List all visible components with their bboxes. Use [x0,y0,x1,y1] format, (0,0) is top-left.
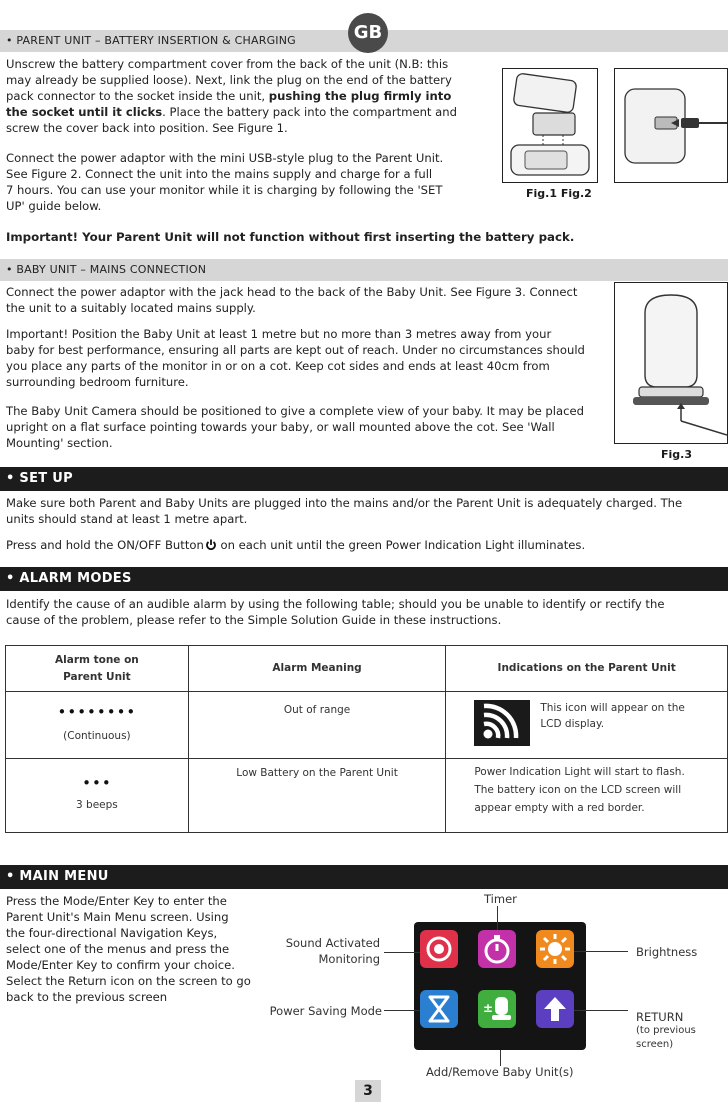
sound-connector [384,952,420,953]
brightness-connector [574,951,628,952]
low-battery-indication: Power Indication Light will start to flash. The battery icon on the LCD screen will appear empty with a red border. [446,759,728,833]
language-badge: GB [348,13,388,53]
baby-unit-camera-illustration [615,283,727,443]
tone-dots: •••••••• [57,703,137,721]
out-of-range-indication: This icon will appear on the LCD display. [540,702,685,730]
brightness-icon [536,930,574,968]
battery-insertion-paragraph: Unscrew the battery compartment cover from the back of the unit (N.B: this may already be supplied loose). Next, link the plug on the end of the battery pack connector to the socket inside the unit, pushing the plug firmly into the socket until it clicks. Place the battery pack into the compartment and screw the cover back into position. See Figure 1. [6,57,457,135]
add-remove-baby-unit-icon [478,990,516,1028]
return-icon [536,990,574,1028]
return-connector [574,1010,628,1011]
alarm-meaning: Low Battery on the Parent Unit [188,759,446,833]
battery-important-note: Important! Your Parent Unit will not function without first inserting the battery pack. [6,230,575,244]
set-up-paragraph: Make sure both Parent and Baby Units are plugged into the mains and/or the Parent Unit is adequately charged. The units should stand at least 1 metre apart. [6,496,683,526]
tone-dots: ••• [82,774,112,792]
charging-paragraph: Connect the power adaptor with the mini USB-style plug to the Parent Unit. See Figure 2. Connect the unit into the mains supply and charge for a full 7 hours. You can use your monitor while it is charging by following the 'SET UP' guide below. [6,151,444,213]
main-menu-paragraph: Press the Mode/Enter Key to enter the Parent Unit's Main Menu screen. Using the four-directional Navigation Keys, select one of the menus and press the Mode/Enter Key to confirm your choice. Select the Return icon on the screen to go back to the previous screen [6,894,251,1004]
parent-unit-battery-illustration [503,69,596,181]
section-header-alarm-modes: • ALARM MODES [0,567,728,591]
mains-connection-paragraph: Connect the power adaptor with the jack head to the back of the Baby Unit. See Figure 3. Connect the unit to a suitably located mains supply. [6,285,578,315]
return-label: RETURN (to previous screen) [636,1010,696,1050]
power-saving-label: Power Saving Mode [269,1004,382,1018]
power-on-paragraph: Press and hold the ON/OFF Button on each unit until the green Power Indication Light illuminates. [6,537,726,555]
timer-connector [497,906,498,930]
power-saving-connector [384,1010,420,1011]
figure-1-2-caption: Fig.1 Fig.2 [526,187,592,200]
header-alarm-tone: Alarm tone on Parent Unit [6,646,189,692]
alarm-meaning: Out of range [188,692,446,759]
alarm-table [5,645,728,833]
alarm-intro-paragraph: Identify the cause of an audible alarm by using the following table; should you be unable to identify or rectify the cause of the problem, please refer to the Simple Solution Guide in these instructions. [6,597,665,627]
positioning-paragraph: Important! Position the Baby Unit at least 1 metre but no more than 3 metres away from your baby for best performance, ensuring all parts are kept out of reach. Under no circumstances should you place any parts of the monitor in or on a cot. Keep cot sides and ends at least 40cm from surrounding bedroom furniture. [6,327,585,389]
section-header-set-up: • SET UP [0,467,728,491]
section-header-parent-unit-battery: • PARENT UNIT – BATTERY INSERTION & CHARGING [0,30,728,52]
header-indications: Indications on the Parent Unit [446,646,728,692]
section-header-main-menu: • MAIN MENU [0,865,728,889]
table-row [6,759,728,833]
power-saving-mode-icon [420,990,458,1028]
figure-3-baby-unit [614,282,728,444]
header-alarm-meaning: Alarm Meaning [188,646,446,692]
figure-1-battery-insertion [502,68,598,183]
figure-2-usb-charging [614,68,728,183]
tone-note: (Continuous) [63,730,131,742]
camera-placement-paragraph: The Baby Unit Camera should be positioned to give a complete view of your baby. It may be placed upright on a flat surface pointing towards your baby, or wall mounted above the cot. See 'Wall Mounting' section. [6,404,584,450]
out-of-range-icon [474,700,530,746]
brightness-label: Brightness [636,945,698,959]
page-number: 3 [355,1080,381,1102]
add-remove-label: Add/Remove Baby Unit(s) [426,1065,574,1079]
sound-activated-monitoring-icon [420,930,458,968]
tone-note: 3 beeps [76,799,118,811]
alarm-table-header-row [6,646,728,692]
svg-text:±: ± [483,1001,494,1015]
figure-3-caption: Fig.3 [661,448,692,461]
timer-label: Timer [484,892,517,906]
section-header-baby-unit-mains: • BABY UNIT – MAINS CONNECTION [0,259,728,281]
power-button-icon [205,539,217,555]
table-row [6,692,728,759]
usb-plug-illustration [615,69,727,181]
sound-activated-label: Sound Activated Monitoring [285,936,380,966]
timer-icon [478,930,516,968]
